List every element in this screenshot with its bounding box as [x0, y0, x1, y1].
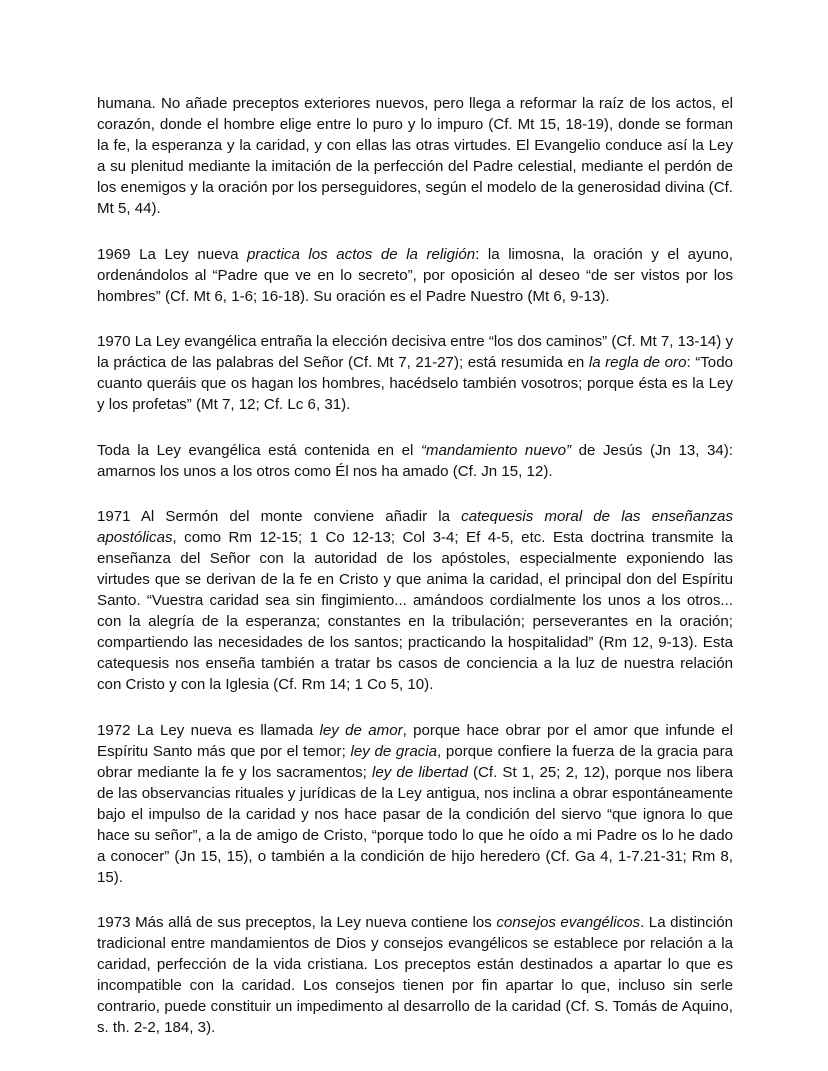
emphasis-text: ley de gracia: [350, 742, 438, 760]
paragraph-text: : “Todo cuanto queráis que os hagan los hombres, hacédselo también vosotros; porque ésta es la Ley y los profetas” (Mt 7, 12; Cf. Lc 6, 31).: [97, 354, 733, 413]
paragraph-text: 1970 La Ley evangélica entraña la elección decisiva entre “los dos caminos” (Cf. Mt 7, 13-14) y la práctica de las palabras del Señor (Cf. Mt 7, 21-27); está resumida en: [97, 333, 733, 371]
document-page: [97, 93, 733, 1063]
paragraph-text: , porque confiere la fuerza de la gracia para obrar mediante la fe y los sacramentos;: [97, 742, 733, 781]
paragraph-text: 1969 La Ley nueva: [97, 245, 248, 263]
emphasis-text: la regla de oro: [588, 354, 687, 371]
paragraph-1969: [97, 244, 733, 307]
emphasis-text: ley de amor: [319, 721, 403, 739]
emphasis-text: consejos evangélicos: [496, 914, 641, 931]
paragraph-text: (Cf. St 1, 25; 2, 12), porque nos libera de las observancias rituales y jurídicas de la Ley antigua, nos inclina a obrar espontáneamente bajo el impulso de la caridad y nos hace pasar de la condición del siervo “que ignora lo que hace su señor”, a la de amigo de Cristo, “porque todo lo que he oído a mi Padre os lo he dado a conocer” (Jn 15, 15), o también a la condición de hijo heredero (Cf. Ga 4, 1-7.21-31; Rm 8, 15).: [97, 763, 733, 886]
paragraph-text: : la limosna, la oración y el ayuno, ordenándolos al “Padre que ve en lo secreto”, por oposición al deseo “de ser vistos por los hombres” (Cf. Mt 6, 1-6; 16-18). Su oración es el Padre Nuestro (Mt 6, 9-13).: [97, 245, 733, 305]
paragraph-text: de Jesús (Jn 13, 34): amarnos los unos a los otros como Él nos ha amado (Cf. Jn 15, 12).: [97, 441, 733, 480]
paragraph-1973: [97, 912, 733, 1038]
paragraph-text: 1972 La Ley nueva es llamada: [97, 721, 320, 739]
paragraph-1972: [97, 720, 733, 888]
paragraph-1970: [97, 331, 733, 415]
paragraph-text: . La distinción tradicional entre mandamientos de Dios y consejos evangélicos se establece por relación a la caridad, perfección de la vida cristiana. Los preceptos están destinados a apartar lo que es incompatible con la caridad. Los consejos tienen por fin apartar lo que, incluso sin serle contrario, puede constituir un impedimento al desarrollo de la caridad (Cf. S. Tomás de Aquino, s. th. 2-2, 184, 3).: [97, 914, 733, 1036]
paragraph-continuation: [97, 93, 733, 219]
paragraph-1971: [97, 506, 733, 695]
paragraph-text: humana. No añade preceptos exteriores nuevos, pero llega a reformar la raíz de los actos, el corazón, donde el hombre elige entre lo puro y lo impuro (Cf. Mt 15, 18-19), donde se forman la fe, la esperanza y la caridad, y con ellas las otras virtudes. El Evangelio conduce así la Ley a su plenitud mediante la imitación de la perfección del Padre celestial, mediante el perdón de los enemigos y la oración por los perseguidores, según el modelo de la generosidad divina (Cf. Mt 5, 44).: [97, 95, 733, 217]
emphasis-text: practica los actos de la religión: [247, 245, 476, 263]
paragraph-mandamiento-nuevo: [97, 440, 733, 482]
emphasis-text: ley de libertad: [372, 763, 468, 781]
emphasis-text: “mandamiento nuevo”: [420, 441, 572, 459]
paragraph-text: 1971 Al Sermón del monte conviene añadir la: [97, 508, 462, 525]
paragraph-text: 1973 Más allá de sus preceptos, la Ley nueva contiene los: [97, 914, 497, 931]
emphasis-text: catequesis moral de las enseñanzas apostólicas: [97, 508, 733, 546]
paragraph-text: Toda la Ley evangélica está contenida en el: [97, 441, 421, 459]
paragraph-text: , como Rm 12-15; 1 Co 12-13; Col 3-4; Ef 4-5, etc. Esta doctrina transmite la enseñanza del Señor con la autoridad de los apóstoles, especialmente exponiendo las virtudes que se derivan de la fe en Cristo y que anima la caridad, el principal don del Espíritu Santo. “Vuestra caridad sea sin fingimiento... amándoos cordialmente los unos a los otros... con la alegría de la esperanza; constantes en la tribulación; perseverantes en la oración; compartiendo las necesidades de los santos; practicando la hospitalidad” (Rm 12, 9-13). Esta catequesis nos enseña también a tratar bs casos de conciencia a la luz de nuestra relación con Cristo y con la Iglesia (Cf. Rm 14; 1 Co 5, 10).: [97, 529, 733, 693]
paragraph-text: , porque hace obrar por el amor que infunde el Espíritu Santo más que por el temor;: [97, 721, 734, 760]
